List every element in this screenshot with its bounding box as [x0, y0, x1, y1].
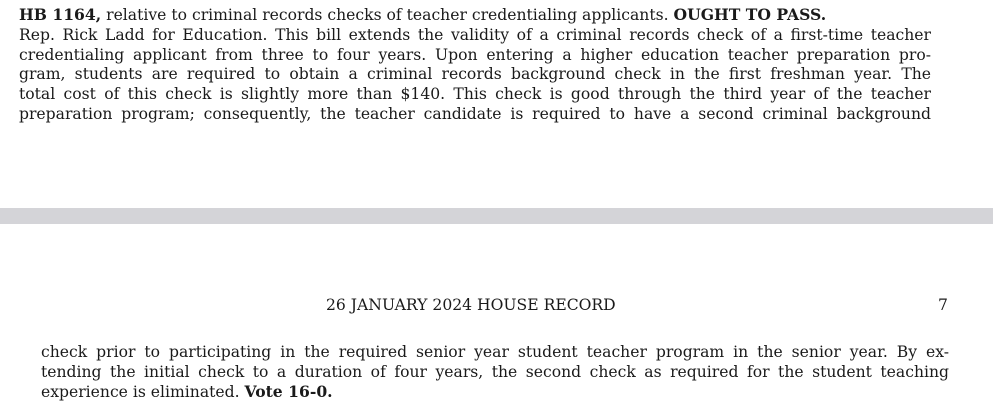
running-head	[0, 295, 993, 315]
summary-line: credentialing applicant from three to four years. Upon entering a higher education teacher preparation pro-	[19, 45, 931, 64]
final-line	[41, 382, 949, 403]
summary-line: total cost of this check is slightly more than $140. This check is good through the third year of the teacher	[19, 85, 931, 104]
summary-line: gram, students are required to obtain a criminal records background check in the first freshman year. The	[19, 65, 931, 84]
continued-line: tending the initial check to a duration of four years, the second check as required for the student teaching	[41, 362, 949, 381]
continued-line: check prior to participating in the required senior year student teacher program in the senior year. By ex-	[41, 343, 949, 361]
continued-paragraph	[41, 343, 949, 403]
page-separator	[0, 208, 993, 224]
running-head-title: 26 JANUARY 2024 HOUSE RECORD	[326, 296, 616, 314]
summary-line: Rep. Rick Ladd for Education. This bill extends the validity of a criminal records check of a first-time teacher	[19, 25, 931, 44]
vote-tally: Vote 16-0.	[244, 382, 333, 402]
bill-subject: relative to criminal records checks of teacher credentialing applicants.	[101, 6, 674, 24]
bill-heading-line	[19, 5, 931, 26]
bill-summary-paragraph	[19, 5, 931, 125]
summary-line: preparation program; consequently, the teacher candidate is required to have a second criminal background	[19, 104, 931, 123]
bill-id: HB 1164,	[19, 5, 102, 24]
final-line-text: experience is eliminated.	[41, 383, 245, 402]
page-number: 7	[938, 296, 948, 314]
committee-recommendation: OUGHT TO PASS.	[673, 5, 827, 24]
